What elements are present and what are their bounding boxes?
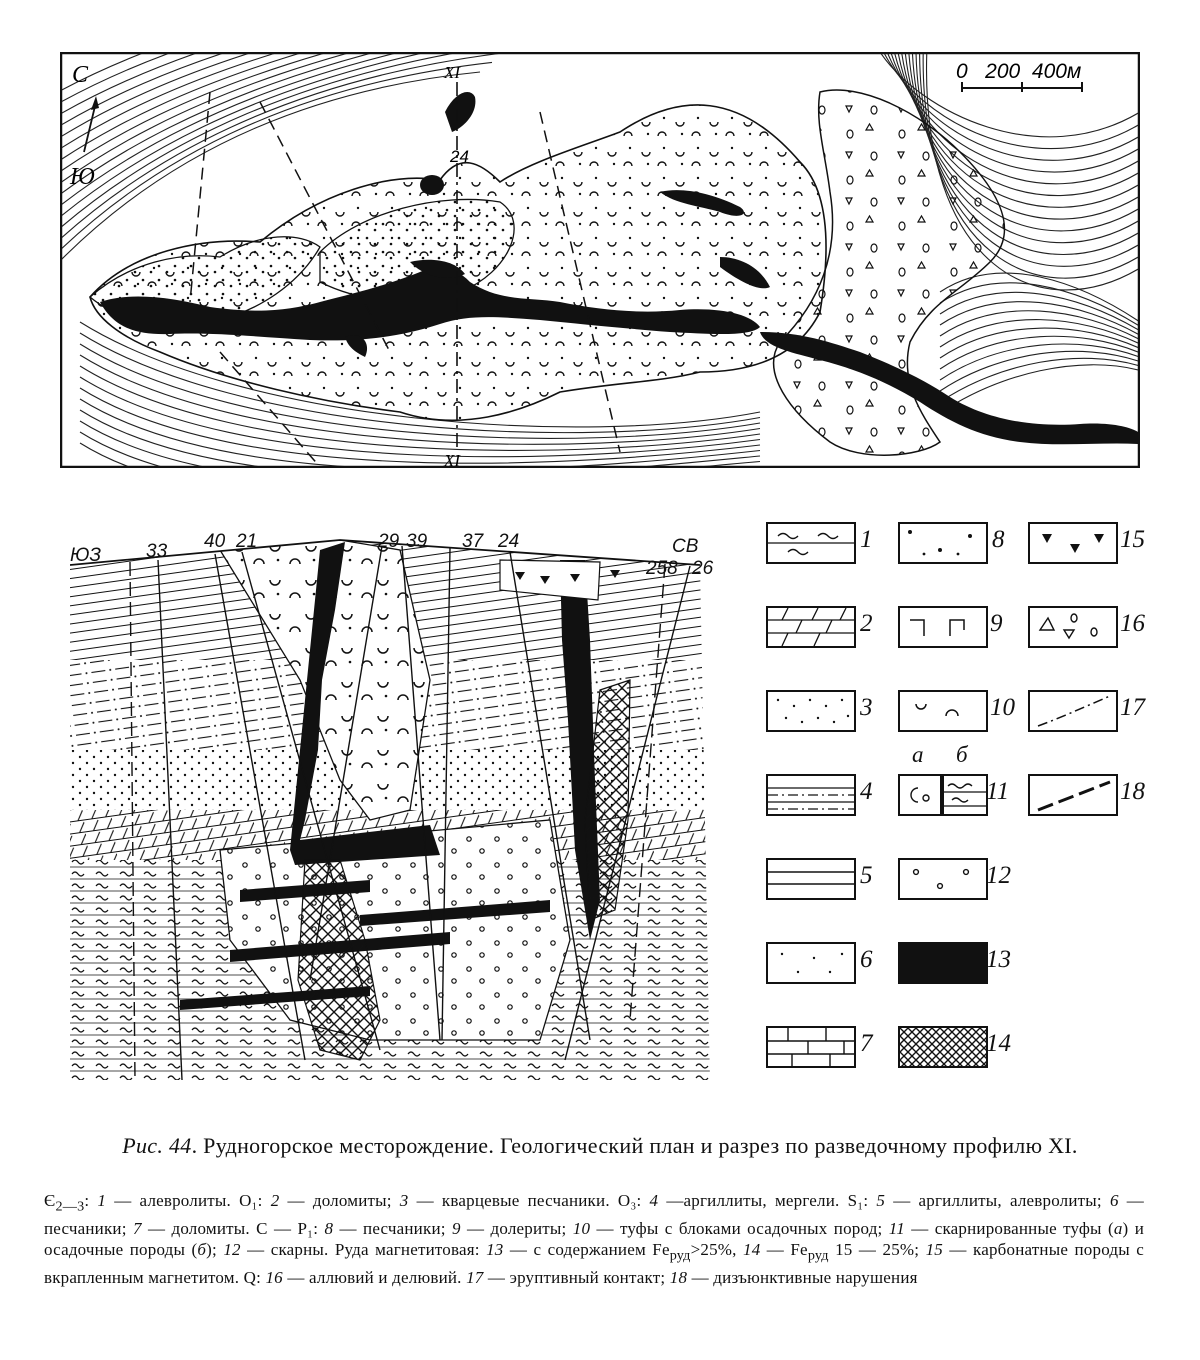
profile-bottom-label: XI xyxy=(444,451,461,468)
legend-num-2: 2 xyxy=(860,610,873,637)
legend-swatch-11a xyxy=(898,774,942,816)
cap-t30: 12 xyxy=(223,1240,241,1260)
legend-num-8: 8 xyxy=(992,526,1005,553)
figure-caption-title xyxy=(40,1132,1160,1160)
cap-t29: ); xyxy=(206,1240,224,1260)
cap-t25: — скарнированные туфы ( xyxy=(904,1218,1114,1238)
well-label-24: 24 xyxy=(498,531,520,552)
cap-t04: 1 xyxy=(97,1191,107,1210)
cap-t39: 15 — 25%; xyxy=(828,1240,926,1260)
cap-t01: Є xyxy=(44,1191,56,1210)
legend-swatch-13 xyxy=(898,942,988,984)
legend-num-10: 10 xyxy=(990,694,1015,721)
cap-t27: ) и осадочные породы ( xyxy=(44,1218,1145,1260)
cap-t28: б xyxy=(197,1240,207,1260)
cap-t17: — доломиты. C — P₁: xyxy=(141,1218,325,1238)
cap-t10: 4 xyxy=(649,1191,659,1210)
cap-t08: 3 xyxy=(399,1191,409,1210)
well-label: 24 xyxy=(450,147,469,166)
cap-t09: — кварцевые песчаники. O₃: xyxy=(408,1191,650,1210)
legend-num-12: 12 xyxy=(986,862,1011,889)
cap-t43: — аллювий и делювий. xyxy=(282,1268,467,1288)
well-label-258: 258 xyxy=(646,558,678,579)
cap-t37: — Fe xyxy=(760,1240,808,1260)
cap-t16: 7 xyxy=(132,1218,142,1238)
legend-swatch-12 xyxy=(898,858,988,900)
scale-label: 0 200 400м xyxy=(956,60,1082,83)
legend-sub-a: а xyxy=(912,742,924,767)
legend-swatch-8 xyxy=(898,522,988,564)
legend-num-3: 3 xyxy=(860,694,873,721)
cap-t35: >25%, xyxy=(690,1240,743,1260)
cap-t22: 10 xyxy=(572,1218,591,1238)
geological-plan-map xyxy=(60,52,1140,468)
cap-t14: 6 xyxy=(1109,1191,1119,1210)
cap-t03: : xyxy=(84,1191,98,1210)
well-label-29: 29 xyxy=(378,531,400,552)
cap-t13: — аргиллиты, алевролиты; xyxy=(885,1191,1110,1210)
geological-section xyxy=(70,520,710,1080)
cap-t18: 8 xyxy=(324,1218,334,1238)
cap-t26: а xyxy=(1113,1218,1123,1238)
sw-label: ЮЗ xyxy=(70,545,102,566)
legend-swatch-16 xyxy=(1028,606,1118,648)
cap-t24: 11 xyxy=(888,1218,905,1238)
legend-swatch-10 xyxy=(898,690,988,732)
well-label-37: 37 xyxy=(462,531,484,552)
well-label-39: 39 xyxy=(406,531,428,552)
cap-t42: 16 xyxy=(265,1268,283,1288)
legend-swatch-2 xyxy=(766,606,856,648)
cap-t06: 2 xyxy=(270,1191,280,1210)
cap-t47: — дизъюнктивные нарушения xyxy=(687,1268,918,1288)
cap-t36: 14 xyxy=(743,1240,761,1260)
legend-num-5: 5 xyxy=(860,862,873,889)
cap-t40: 15 xyxy=(925,1240,943,1260)
cap-t44: 17 xyxy=(466,1268,484,1288)
legend-num-4: 4 xyxy=(860,778,873,805)
figure-caption-legend-text xyxy=(44,1190,1144,1289)
legend-swatch-7 xyxy=(766,1026,856,1068)
legend-swatch-15 xyxy=(1028,522,1118,564)
legend-num-7: 7 xyxy=(860,1030,873,1057)
legend-num-13: 13 xyxy=(986,946,1011,973)
cap-t34: руд xyxy=(669,1247,691,1264)
legend-num-15: 15 xyxy=(1120,526,1145,553)
cap-t33: — с содержанием Fe xyxy=(503,1240,670,1260)
cap-t05: — алевролиты. O₁: xyxy=(106,1191,271,1210)
legend-swatch-5 xyxy=(766,858,856,900)
legend-num-6: 6 xyxy=(860,946,873,973)
legend-swatch-3 xyxy=(766,690,856,732)
legend-swatch-6 xyxy=(766,942,856,984)
legend-swatch-11b xyxy=(942,774,988,816)
legend-num-18: 18 xyxy=(1120,778,1145,805)
cap-t19: — песчаники; xyxy=(333,1218,452,1238)
profile-top-label: XI xyxy=(444,63,461,82)
cap-t23: — туфы с блоками осадочных пород; xyxy=(590,1218,889,1238)
well-label-21: 21 xyxy=(236,531,258,552)
legend-num-17: 17 xyxy=(1120,694,1145,721)
figure-label: Рис. 44 xyxy=(122,1133,192,1158)
cap-t20: 9 xyxy=(451,1218,461,1238)
legend-num-9: 9 xyxy=(990,610,1003,637)
north-label: С xyxy=(72,62,89,88)
legend-num-1: 1 xyxy=(860,526,873,553)
south-label: Ю xyxy=(70,164,95,190)
cap-t46: 18 xyxy=(669,1268,688,1288)
legend-swatch-17 xyxy=(1028,690,1118,732)
legend-swatch-1 xyxy=(766,522,856,564)
cap-t32: 13 xyxy=(486,1240,504,1260)
legend-swatch-18 xyxy=(1028,774,1118,816)
cap-t12: 5 xyxy=(876,1191,886,1210)
cap-t15: — песчаники; xyxy=(44,1191,1144,1238)
well-label-33: 33 xyxy=(146,541,168,562)
cap-t41: — карбонатные породы с вкрапленным магнетитом. Q: xyxy=(44,1240,1145,1288)
cap-t45: — эруптивный контакт; xyxy=(483,1268,670,1288)
cap-t07: — доломиты; xyxy=(279,1191,400,1210)
well-label-26: 26 xyxy=(692,558,714,579)
figure-title: . Рудногорское месторождение. Геологический план и разрез по разведочному профилю XI. xyxy=(191,1133,1078,1158)
cap-t11: —аргиллиты, мергели. S₁: xyxy=(658,1191,877,1210)
cap-t02: 2—3 xyxy=(55,1198,85,1215)
legend-num-11: 11 xyxy=(986,778,1010,805)
cap-t38: руд xyxy=(807,1247,829,1264)
legend-num-16: 16 xyxy=(1120,610,1145,637)
well-label-40: 40 xyxy=(204,531,226,552)
legend-swatch-9 xyxy=(898,606,988,648)
cap-t21: — долериты; xyxy=(460,1218,573,1238)
legend-sub-b: б xyxy=(956,742,968,767)
cap-t31: — скарны. Руда магнетитовая: xyxy=(240,1240,487,1260)
legend-swatch-4 xyxy=(766,774,856,816)
ne-label: СВ xyxy=(672,536,699,557)
legend-swatch-14 xyxy=(898,1026,988,1068)
legend-num-14: 14 xyxy=(986,1030,1011,1057)
